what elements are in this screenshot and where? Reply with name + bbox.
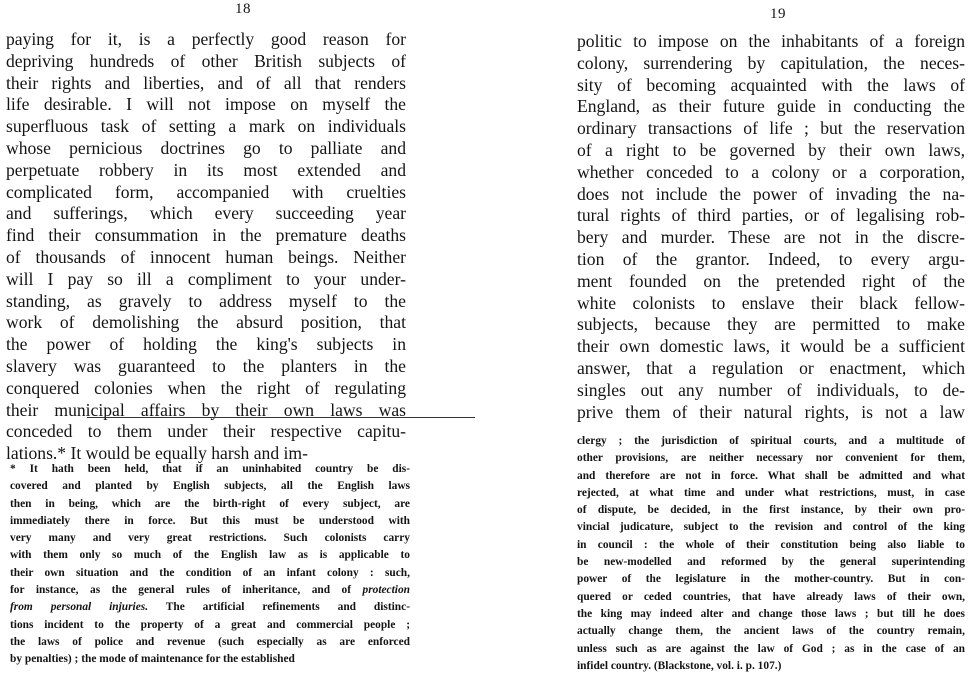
text-line: work of demolishing the absurd position, that [6,312,406,333]
text-line: perpetuate robbery in its most extended and [6,159,406,180]
footnote-rule [87,417,475,418]
footnote-line: unless such as are against the law of God ; as in the case of an [577,642,965,655]
text-line: subjects, because they are permitted to make [577,314,965,335]
footnote-line: then in being, which are the birth-right of every subject, are [10,497,410,510]
footnote-line: vincial judicature, subject to the revision and control of the king [577,521,965,534]
footnote [10,461,410,669]
text-line: depriving hundreds of other British subjects of [6,50,406,71]
text-line: their own domestic laws, it would be a sufficient [577,336,965,357]
text-line: superfluous task of setting a mark on individuals [6,116,406,137]
footnote-line: power of the legislature in the mother-country. But in con- [577,573,965,586]
text-line: bery and murder. These are not in the discre- [577,227,965,248]
text-line: complicated form, accompanied with cruelties [6,181,406,202]
page-number: 18 [235,1,251,17]
text-line: ment founded on the pretended right of the [577,270,965,291]
text-line: lations.* It would be equally harsh and im- [6,443,308,464]
footnote-line: infidel country. (Blackstone, vol. i. p. 107.) [577,659,782,672]
footnote-line: other provisions, are neither necessary nor convenient for them, [577,452,965,465]
text-line: answer, that a regulation or enactment, which [577,357,965,378]
footnote-line: the king may indeed alter and change those laws ; but till he does [577,607,965,620]
footnote-line: tions incident to the property of a great and commercial people ; [10,618,410,631]
text-line: politic to impose on the inhabitants of a foreign [577,31,965,51]
footnote-line: very many and very great restrictions. Such colonists carry [10,532,410,545]
page-number: 19 [770,6,786,22]
text-line: conquered colonies when the right of regulating [6,377,406,398]
footnote-line: of dispute, be decided, in the first instance, by their own pro- [577,504,965,517]
text-line: conceded to them under their respective capitu- [6,421,406,442]
footnote-text: for instance, as the general rules of inheritance, and of [10,584,352,597]
text-line: of thousands of innocent human beings. Neither [6,246,406,267]
footnote-italic: protection [362,584,410,597]
text-line: tural rights of third parties, or of legalising rob- [577,205,965,226]
footnote-line: the laws of police and revenue (such especially as are enforced [10,635,410,648]
footnote-line: clergy ; the jurisdiction of spiritual courts, and a multitude of [577,435,965,447]
text-line: sity of becoming acquainted with the laws of [577,74,965,95]
text-line: the power of holding the king's subjects in [6,334,406,355]
text-line: will I pay so ill a compliment to your under- [6,268,406,289]
body-text [577,31,965,423]
text-line: white colonists to enslave their black fellow- [577,292,965,313]
body-text [6,29,406,465]
footnote-line: covered and planted by English subjects, all the English laws [10,480,410,493]
text-line: whether conceded to a colony or a corporation, [577,161,965,182]
right-page [490,0,980,663]
text-line: their municipal affairs by their own laws was [6,399,406,420]
text-line: find their consummation in the premature deaths [6,225,406,246]
left-page [0,0,490,666]
text-line: ordinary transactions of life ; but the reservation [577,118,965,139]
text-line: life desirable. I will not impose on myself the [6,94,406,115]
footnote-line: immediately there in force. But this must be understood with [10,514,410,527]
footnote-line: with them only so much of the English law as is applicable to [10,549,410,562]
footnote-line: rejected, at what time and under what restrictions, must, in case [577,486,965,499]
footnote-line [10,582,410,599]
footnote-line: from personal injuries. The artificial refinements and distinc- [10,601,410,614]
text-line: England, as their future guide in conducting the [577,96,965,117]
text-line: paying for it, is a perfectly good reason for [6,29,406,49]
footnote-line: in council : the whole of their constitution being also liable to [577,538,965,551]
footnote-line: their own situation and the condition of an infant colony : such, [10,566,410,579]
text-line: singles out any number of individuals, to de- [577,379,965,400]
footnote-line: actually change them, the ancient laws of the country remain, [577,625,965,638]
text-line: of a right to be governed by their own laws, [577,139,965,160]
text-line: slavery was guaranteed to the planters in the [6,355,406,376]
text-line: and sufferings, which every succeeding year [6,203,406,224]
text-line: colony, surrendering by capitulation, the neces- [577,52,965,73]
text-line: tion of the grantor. Indeed, to every argu- [577,248,965,269]
text-line: does not include the power of invading the na- [577,183,965,204]
footnote-line: be new-modelled and reformed by the general superintending [577,556,965,569]
text-line: prive them of their natural rights, is not a law [577,401,965,422]
footnote-line: * It hath been held, that if an uninhabited country be dis- [10,463,410,475]
text-line: whose pernicious doctrines go to palliate and [6,137,406,158]
footnote-line: and therefore are not in force. What shall be admitted and what [577,469,965,482]
footnote-italic: from personal injuries. [10,601,149,614]
footnote-line: by penalties) ; the mode of maintenance for the established [10,653,295,666]
footnote-line: quered or ceded countries, that have already laws of their own, [577,590,965,603]
text-line: standing, as gravely to address myself to the [6,290,406,311]
text-line: their rights and liberties, and of all that renders [6,72,406,93]
